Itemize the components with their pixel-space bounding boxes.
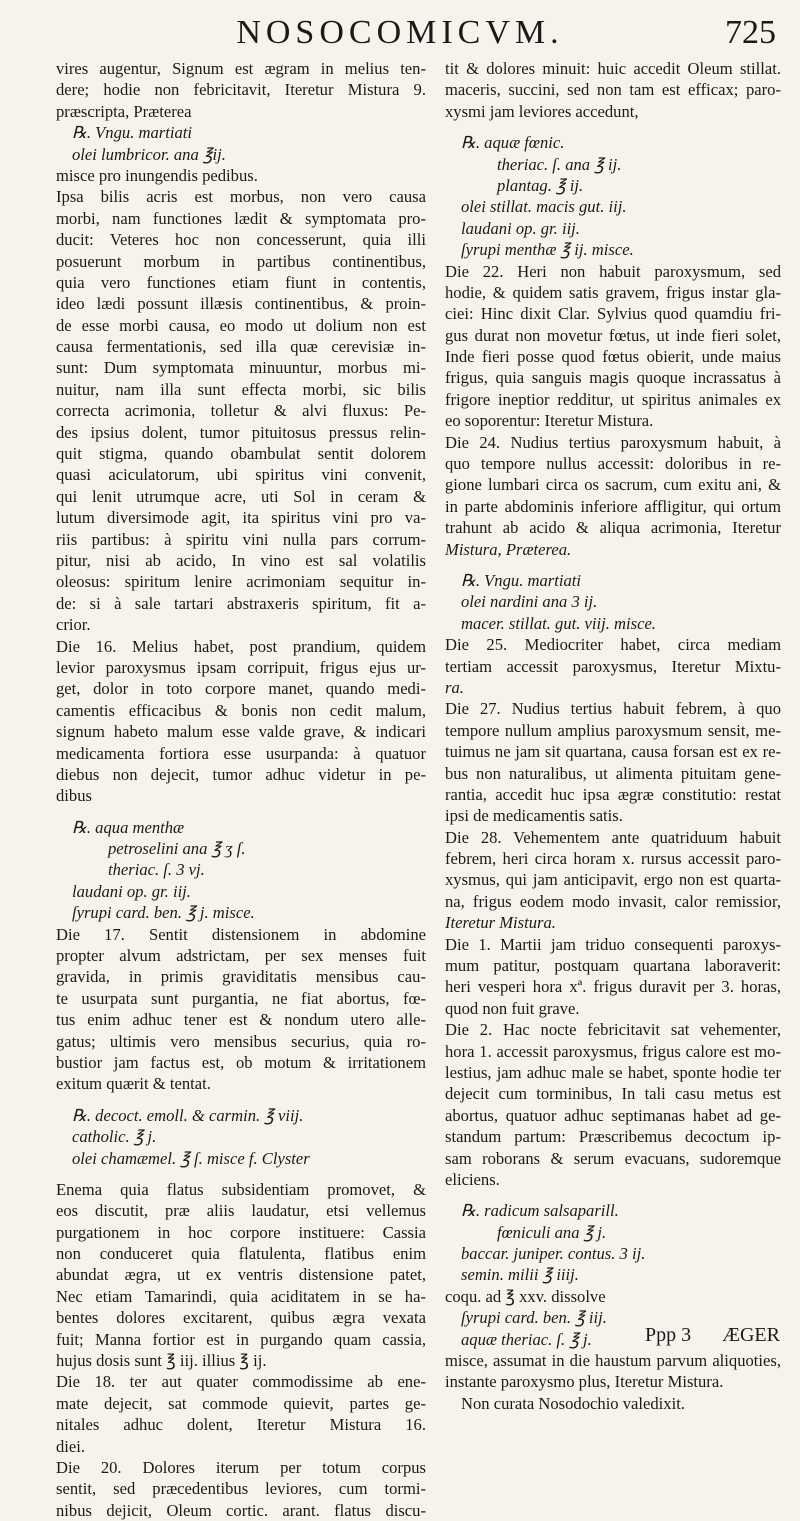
spacer — [56, 1095, 426, 1105]
text-line: xysmus, qui jam anticipavit, ergo non est quarta- — [445, 870, 781, 890]
text-line: lutum diversimode agit, ita spiritus vini pro va- — [56, 508, 426, 528]
text-line: misce pro inungendis pedibus. — [56, 165, 258, 185]
text-line: misce, assumat in die haustum parvum aliquoties, — [445, 1351, 781, 1371]
text-line: causa fermentationis, sed illa quæ cerevisiæ in- — [56, 337, 426, 357]
text-line: Iteretur Mistura. — [445, 913, 556, 933]
text-line: nitales adhuc dolent, Iteretur Mistura 16. — [56, 1415, 426, 1435]
text-line: Die 1. Martii jam triduo consequenti paroxys- — [445, 934, 781, 954]
spacer — [445, 122, 781, 132]
text-line: sunt: Dum symptomata minuuntur, morbus mi- — [56, 358, 426, 378]
page-title: NOSOCOMICVM. — [236, 14, 564, 51]
text-line: theriac. ſ. ana ℥ ij. — [497, 154, 622, 174]
signature-mark: Ppp 3 — [645, 1324, 692, 1346]
text-line: instante paroxysmo plus, Iteretur Mistura. — [445, 1372, 724, 1392]
text-line: eliciens. — [445, 1169, 500, 1189]
text-line: ℞. Vngu. martiati — [72, 123, 192, 143]
text-line: Die 24. Nudius tertius paroxysmum habuit, à — [445, 432, 781, 452]
text-line: heri vesperi hora xª. frigus duravit per 3. horas, — [445, 977, 781, 997]
text-line: catholic. ℥ j. — [72, 1127, 157, 1147]
text-line: Die 20. Dolores iterum per totum corpus — [56, 1458, 426, 1477]
text-line: get, dolor in toto corpore manet, quando medi- — [56, 679, 426, 699]
text-line: fuit; Manna fortior est in purgando quam cassia, — [56, 1329, 426, 1349]
text-line: olei stillat. macis gut. iij. — [461, 197, 627, 217]
text-line: lestius, jam adhuc male se habet, sponte hodie ter — [445, 1062, 781, 1082]
text-line: Die 22. Heri non habuit paroxysmum, sed — [445, 261, 781, 281]
text-line: camentis efficacibus & bonis non cedit malum, — [56, 700, 426, 720]
text-line: qui lenit utrumque acre, uti Sol in ceram & — [56, 486, 426, 506]
text-line: bentes dolores excitarent, quibus ægra vexata — [56, 1308, 426, 1328]
text-line: bustior jam factus est, ob motum & irritationem — [56, 1052, 426, 1072]
text-line: gione lumbari circa os sacrum, cum exitu ani, & — [445, 475, 781, 495]
text-line: Mistura, Præterea. — [445, 539, 572, 559]
text-line: mum patitur, postquam quartana laboraverit: — [445, 956, 781, 976]
text-line: olei nardini ana 3 ij. — [461, 592, 598, 612]
text-line: mate dejecit, sat commode quievit, partes ge- — [56, 1393, 426, 1413]
text-line: tempore nullum amplius paroxysmum sensit, me- — [445, 720, 781, 740]
text-line: Nec etiam Tamarindi, quia aciditatem in se ha- — [56, 1286, 426, 1306]
text-line: laudani op. gr. iij. — [461, 218, 580, 238]
text-line: nibus dejicit, Oleum cortic. arant. flatus discu- — [56, 1500, 426, 1520]
text-line: Die 18. ter aut quater commodissime ab ene- — [56, 1372, 426, 1392]
text-line: crior. — [56, 615, 91, 635]
text-line: trahunt ab acido & aliqua acrimonia, Iteretur — [445, 518, 781, 538]
text-line: in parte abdominis inferiore affligitur, qui ortum — [445, 496, 781, 516]
text-line: ducit: Veteres hoc non concesserunt, quia illi — [56, 230, 426, 250]
text-line: riis partibus: à spiritu vini nulla pars corrum- — [56, 529, 426, 549]
text-line: Die 28. Vehementem ante quatriduum habuit — [445, 827, 781, 847]
text-line: levior paroxysmus ipsam corripuit, frigus ejus ur- — [56, 657, 426, 677]
text-line: posuerunt morbum in partibus continentibus, — [56, 251, 426, 271]
text-line: hora 1. accessit paroxysmus, frigus calore est mo- — [445, 1041, 781, 1061]
text-line: ra. — [445, 677, 464, 697]
text-line: ℞. radicum salsaparill. — [461, 1201, 619, 1221]
text-line: bus non naturalibus, ut alimenta pituitam gene- — [445, 763, 781, 783]
text-line: gatus; ultimis vero mensibus securius, quia ro- — [56, 1031, 426, 1051]
text-line: exitum quærit & tentat. — [56, 1074, 211, 1094]
text-line: ideo lædi possunt illæsis continentibus, & proin- — [56, 294, 426, 314]
text-line: theriac. ſ. 3 vj. — [108, 860, 205, 880]
text-line: ſyrupi card. ben. ℥ iij. — [461, 1308, 607, 1328]
text-line: ℞. decoct. emoll. & carmin. ℥ viij. — [72, 1105, 304, 1125]
text-line: plantag. ℥ ij. — [497, 175, 584, 195]
page-number: 725 — [725, 14, 776, 51]
text-line: diebus non dejecit, tumor adhuc videtur in pe- — [56, 764, 426, 784]
text-line: aquæ theriac. ſ. ℥ j. — [461, 1329, 592, 1349]
text-line: Enema quia flatus subsidentiam promovet, & — [56, 1179, 426, 1199]
text-line: quasi aciculatorum, ubi spiritus vini convenit, — [56, 465, 426, 485]
text-line: frigus, quia sanguis magis quoque incrassatus à — [445, 368, 781, 388]
text-line: sam roborans & serum evacuans, sudoremque — [445, 1148, 781, 1168]
text-line: sentit, sed præcedentibus leviores, cum tormi- — [56, 1479, 426, 1499]
text-line: eos discutit, præ aliis laudatur, etsi vellemus — [56, 1201, 426, 1221]
text-line: des ipsius dolent, tumor pituitosus pressus relin- — [56, 422, 426, 442]
text-line: tit & dolores minuit: huic accedit Oleum stillat. — [445, 59, 781, 78]
text-line: fœniculi ana ℥ j. — [497, 1222, 607, 1242]
text-line: diei. — [56, 1436, 86, 1456]
text-line: macer. stillat. gut. viij. misce. — [461, 613, 656, 633]
text-line: petroselini ana ℥ ʒ ſ. — [108, 839, 246, 859]
text-line: tus enim adhuc tener est & nondum utero alle- — [56, 1010, 426, 1030]
text-line: pitur, nisi ab acido, In vino est sal volatilis — [56, 550, 426, 570]
text-line: rantia, accedit huc ipsa ægræ constitutio: restat — [445, 784, 781, 804]
text-line: propter alvum adstrictam, per sex menses fuit — [56, 946, 426, 966]
catchword: ÆGER — [722, 1324, 780, 1346]
text-line: standum partum: Præscribemus decoctum ip- — [445, 1127, 781, 1147]
text-line: hodie, & quidem satis gravem, frigus instar gla- — [445, 282, 781, 302]
text-line: quia vero functiones etiam fiunt in contentis, — [56, 272, 426, 292]
text-line: abortus, quatuor adhuc septimanas habet ad ge- — [445, 1105, 781, 1125]
text-line: de: si à sale tartari abstraxeris spiritum, fit a- — [56, 593, 426, 613]
text-line: dere; hodie non febricitavit, Iteretur Mistura 9. — [56, 80, 426, 100]
text-line: ciei: Hinc dixit Clar. Sylvius quod quamdiu fri- — [445, 304, 781, 324]
text-line: coqu. ad ℥ xxv. dissolve — [445, 1286, 606, 1306]
spacer — [445, 1190, 781, 1200]
text-line: eo soporentur: Iteretur Mistura. — [445, 411, 654, 431]
text-line: ℞. aqua menthæ — [72, 817, 185, 837]
spacer — [56, 807, 426, 817]
text-line: maceris, succini, sed non tam est efficax; paro- — [445, 80, 781, 100]
text-line: febrem, heri circa horam x. rursus accessit paro- — [445, 849, 781, 869]
spacer — [445, 560, 781, 570]
text-line: xysmi jam leviores accedunt, — [445, 101, 639, 121]
text-line: Die 17. Sentit distensionem in abdomine — [56, 924, 426, 944]
text-line: tertiam accessit paroxysmus, Iteretur Mixtu- — [445, 656, 781, 676]
text-line: Inde fieri posse quod fœtus obierit, unde maius — [445, 347, 781, 367]
spacer — [56, 1169, 426, 1179]
text-line: gus durat non movetur fœtus, ut inde fieri solet, — [445, 325, 781, 345]
text-line: correcta acrimonia, tolletur & alvi fluxus: Pe- — [56, 401, 426, 421]
text-line: oleosus: spiritum lenire acrimoniam sequitur in- — [56, 572, 426, 592]
page-footer — [645, 1324, 780, 1354]
text-line: ipsi de medicamentis satis. — [445, 806, 623, 826]
text-line: tuimus ne jam sit quartana, causa forsan est ex re- — [445, 742, 781, 762]
text-line: Die 25. Mediocriter habet, circa mediam — [445, 635, 781, 655]
text-line: signum habeto malum esse valde grave, & indicari — [56, 722, 426, 742]
text-line: dejecit cum torminibus, In tali casu metus est — [445, 1084, 781, 1104]
text-line: Die 27. Nudius tertius habuit febrem, à quo — [445, 699, 781, 719]
text-line: gravida, in primis graviditatis mensibus cau- — [56, 967, 426, 987]
text-line: ℞. aquæ fœnic. — [461, 133, 565, 153]
text-line: quit stigma, quando obambulat sentit dolorem — [56, 444, 426, 464]
text-line: hujus dosis sunt ℥ iij. illius ℥ ij. — [56, 1351, 267, 1371]
text-line: quo tempore nullus accessit: doloribus in re- — [445, 454, 781, 474]
text-line: ſyrupi card. ben. ℥ j. misce. — [72, 903, 255, 923]
text-line: semin. milii ℥ iiij. — [461, 1265, 579, 1285]
text-line: frigore ineptior redditur, ut spiritus animales ex — [445, 389, 781, 409]
text-line: olei chamæmel. ℥ ſ. misce f. Clyster — [72, 1148, 310, 1168]
text-line: de esse morbi causa, eo modo ut dolium non est — [56, 315, 426, 335]
text-line: dibus — [56, 786, 92, 806]
left-column — [56, 58, 426, 1521]
text-line: præscripta, Præterea — [56, 101, 192, 121]
running-head — [0, 14, 800, 54]
text-line: nuitur, nam illa sunt effecta morbi, sic bilis — [56, 379, 426, 399]
text-line: laudani op. gr. iij. — [72, 881, 191, 901]
right-column — [445, 58, 781, 1414]
text-line: quod non fuit grave. — [445, 998, 580, 1018]
text-line: te usurpata sunt purgantia, ne fiat abortus, fœ- — [56, 988, 426, 1008]
text-line: Die 2. Hac nocte febricitavit sat vehementer, — [445, 1020, 781, 1040]
text-line: medicamenta fortiora esse usurpanda: à quatuor — [56, 743, 426, 763]
text-line: morbi, nam functiones lædit & symptomata pro- — [56, 208, 426, 228]
text-line: na, frigus eodem modo invasit, calor remissior, — [445, 891, 781, 911]
text-line: ſyrupi menthæ ℥ ij. misce. — [461, 240, 634, 260]
text-line: Die 16. Melius habet, post prandium, quidem — [56, 636, 426, 656]
text-line: Ipsa bilis acris est morbus, non vero causa — [56, 187, 426, 207]
text-line: abundat ægra, ut ex ventris distensione patet, — [56, 1265, 426, 1285]
text-line: olei lumbricor. ana ℥ij. — [72, 144, 226, 164]
text-line: non conduceret quia flatulenta, flatibus enim — [56, 1244, 426, 1264]
text-line: vires augentur, Signum est ægram in melius ten- — [56, 59, 426, 78]
text-line: baccar. juniper. contus. 3 ij. — [461, 1244, 646, 1264]
text-line: Non curata Nosodochio valedixit. — [461, 1393, 685, 1413]
text-line: purgationem in hoc corpore instituere: Cassia — [56, 1222, 426, 1242]
text-line: ℞. Vngu. martiati — [461, 570, 581, 590]
